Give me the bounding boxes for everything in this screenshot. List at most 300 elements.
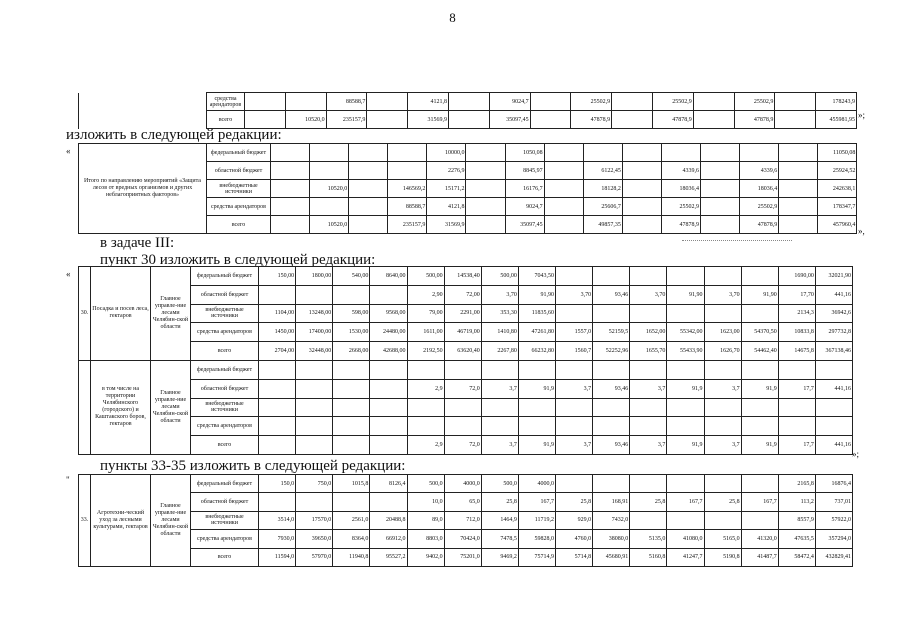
value-cell: 3,70 [556,285,593,304]
value-cell [466,144,505,162]
table-protection-total [78,143,857,234]
value-cell [259,398,296,417]
funding-source-cell: внебюджетные источники [191,304,259,323]
value-cell [333,493,370,511]
value-cell: 31569,9 [408,111,449,129]
value-cell: 8364,0 [333,530,370,548]
value-cell: 2668,00 [333,342,370,361]
value-cell: 88588,7 [388,198,427,216]
value-cell: 91,9 [518,379,555,398]
value-cell: 89,0 [407,511,444,529]
value-cell [544,198,583,216]
value-cell: 1015,8 [333,475,370,493]
value-cell: 47261,80 [518,323,555,342]
value-cell: 167,7 [667,493,704,511]
value-cell: 17,70 [778,285,815,304]
value-cell [704,360,741,379]
value-cell: 47635,5 [778,530,815,548]
value-cell: 10520,0 [310,180,349,198]
value-cell [466,216,505,234]
value-cell [667,398,704,417]
value-cell: 36942,6 [815,304,852,323]
value-cell: 712,0 [444,511,481,529]
executor-cell: Главное управле-ние лесами Челябин-ской области [151,267,191,361]
funding-source-cell: внебюджетные источники [207,180,271,198]
funding-source-cell: федеральный бюджет [191,360,259,379]
value-cell [271,180,310,198]
value-cell: 66912,0 [370,530,407,548]
item-number [79,360,91,454]
opening-quote-3: " [66,475,70,485]
value-cell [296,360,333,379]
value-cell: 167,7 [741,493,778,511]
value-cell [741,417,778,436]
value-cell: 70424,0 [444,530,481,548]
value-cell: 58472,4 [778,548,815,566]
value-cell: 5165,0 [704,530,741,548]
value-cell: 7432,0 [593,511,630,529]
value-cell: 4339,6 [740,162,779,180]
value-cell [544,162,583,180]
value-cell [815,417,852,436]
value-cell [370,360,407,379]
value-cell: 2,9 [407,436,444,455]
funding-source-cell: федеральный бюджет [191,475,259,493]
value-cell [593,304,630,323]
value-cell: 7930,0 [259,530,296,548]
value-cell: 35097,45 [505,216,544,234]
value-cell: 2,90 [407,285,444,304]
heading-item-30: пункт 30 изложить в следующей редакции: [100,252,376,268]
value-cell: 4760,0 [556,530,593,548]
value-cell [778,360,815,379]
value-cell [367,93,408,111]
value-cell: 20488,8 [370,511,407,529]
value-cell: 4339,6 [661,162,700,180]
value-cell: 10833,8 [778,323,815,342]
funding-source-cell: средства арендаторов [207,198,271,216]
value-cell: 2,9 [407,379,444,398]
value-cell [245,111,286,129]
value-cell: 1450,00 [259,323,296,342]
value-cell [775,93,816,111]
value-cell: 441,16 [815,436,852,455]
value-cell: 4000,0 [444,475,481,493]
value-cell: 3,7 [630,436,667,455]
value-cell [518,398,555,417]
funding-source-cell: внебюджетные источники [191,398,259,417]
table-row [79,360,853,379]
value-cell [704,475,741,493]
value-cell [407,360,444,379]
value-cell [622,198,661,216]
value-cell: 17400,00 [296,323,333,342]
value-cell: 1464,9 [481,511,518,529]
value-cell: 55342,00 [667,323,704,342]
funding-source-cell: областной бюджет [191,379,259,398]
value-cell [296,436,333,455]
value-cell [630,267,667,286]
value-cell [693,111,734,129]
value-cell: 49857,35 [583,216,622,234]
value-cell: 929,0 [556,511,593,529]
value-cell [593,398,630,417]
value-cell: 1623,00 [704,323,741,342]
value-cell [622,180,661,198]
funding-source-cell: областной бюджет [207,162,271,180]
value-cell: 88588,7 [326,93,367,111]
value-cell [583,144,622,162]
value-cell: 500,00 [407,267,444,286]
value-cell: 4121,8 [408,93,449,111]
value-cell [296,417,333,436]
value-cell [779,144,818,162]
value-cell: 6122,45 [583,162,622,180]
value-cell [593,475,630,493]
value-cell: 57922,0 [815,511,852,529]
value-cell [544,180,583,198]
value-cell: 41080,0 [667,530,704,548]
value-cell: 52252,96 [593,342,630,361]
value-cell: 25502,9 [661,198,700,216]
item-number: 33. [79,475,91,567]
value-cell: 235157,9 [388,216,427,234]
value-cell: 3,7 [481,379,518,398]
funding-source-cell: средства арендаторов [207,93,245,111]
value-cell: 46719,00 [444,323,481,342]
value-cell [667,417,704,436]
value-cell: 14538,40 [444,267,481,286]
value-cell: 3514,0 [259,511,296,529]
value-cell: 737,01 [815,493,852,511]
value-cell: 16176,7 [505,180,544,198]
value-cell: 5135,0 [630,530,667,548]
value-cell: 42688,00 [370,342,407,361]
value-cell [310,198,349,216]
value-cell [444,417,481,436]
value-cell: 93,46 [593,436,630,455]
value-cell [544,144,583,162]
value-cell: 150,0 [259,475,296,493]
value-cell: 25,8 [556,493,593,511]
value-cell [481,398,518,417]
value-cell: 47878,9 [661,216,700,234]
value-cell: 598,00 [333,304,370,323]
value-cell [556,398,593,417]
value-cell: 91,9 [741,379,778,398]
value-cell: 17570,0 [296,511,333,529]
funding-source-cell: всего [191,436,259,455]
value-cell [701,180,740,198]
value-cell [333,379,370,398]
value-cell [259,436,296,455]
table-row [79,323,853,342]
value-cell: 4121,8 [427,198,466,216]
value-cell [779,216,818,234]
value-cell [622,162,661,180]
value-cell: 17,7 [778,379,815,398]
value-cell [704,267,741,286]
value-cell: 1410,80 [481,323,518,342]
funding-source-cell: всего [207,111,245,129]
value-cell: 10520,0 [310,216,349,234]
value-cell [630,417,667,436]
value-cell: 2134,3 [778,304,815,323]
table-row [79,511,853,529]
value-cell: 7043,50 [518,267,555,286]
value-cell [704,417,741,436]
value-cell: 18128,2 [583,180,622,198]
value-cell [259,417,296,436]
value-cell [667,304,704,323]
value-cell: 59828,0 [518,530,555,548]
value-cell: 35097,45 [489,111,530,129]
value-cell: 47878,9 [652,111,693,129]
value-cell: 47878,9 [740,216,779,234]
value-cell [815,360,852,379]
value-cell: 1690,00 [778,267,815,286]
value-cell: 235157,9 [326,111,367,129]
value-cell: 457960,4 [818,216,857,234]
value-cell: 500,0 [481,475,518,493]
value-cell: 1655,70 [630,342,667,361]
table-row [79,436,853,455]
value-cell: 38080,0 [593,530,630,548]
funding-source-cell: федеральный бюджет [191,267,259,286]
value-cell [285,93,326,111]
value-cell: 8126,4 [370,475,407,493]
value-cell [407,417,444,436]
value-cell [593,417,630,436]
funding-source-cell: областной бюджет [191,493,259,511]
activity-description: Посадка и посев леса, гектаров [91,267,151,361]
value-cell: 41320,0 [741,530,778,548]
value-cell: 41247,7 [667,548,704,566]
activity-description: Агротехни-ческий уход за лесными культурами, гектаров [91,475,151,567]
value-cell: 91,90 [518,285,555,304]
value-cell [333,285,370,304]
value-cell [349,180,388,198]
value-cell [388,144,427,162]
value-cell [349,216,388,234]
value-cell: 72,0 [444,436,481,455]
value-cell [333,360,370,379]
value-cell [310,144,349,162]
value-cell: 24480,00 [370,323,407,342]
value-cell [448,111,489,129]
value-cell: 32021,90 [815,267,852,286]
value-cell: 25502,9 [652,93,693,111]
value-cell: 367138,46 [815,342,852,361]
value-cell [741,398,778,417]
value-cell [530,111,571,129]
value-cell [349,144,388,162]
value-cell: 1611,00 [407,323,444,342]
value-cell: 11719,2 [518,511,555,529]
value-cell [259,493,296,511]
value-cell [448,93,489,111]
value-cell [333,398,370,417]
value-cell [444,398,481,417]
value-cell [778,417,815,436]
value-cell: 54462,40 [741,342,778,361]
value-cell: 3,7 [556,436,593,455]
value-cell [271,162,310,180]
value-cell: 3,7 [704,379,741,398]
value-cell: 5160,8 [630,548,667,566]
table-item-33 [78,474,853,567]
value-cell [333,436,370,455]
value-cell [296,379,333,398]
value-cell [466,180,505,198]
closing-quote-2: »; [852,449,860,459]
value-cell [693,93,734,111]
value-cell [466,162,505,180]
value-cell: 500,0 [407,475,444,493]
value-cell: 45680,91 [593,548,630,566]
value-cell [667,475,704,493]
value-cell: 11940,8 [333,548,370,566]
value-cell: 3,7 [704,436,741,455]
value-cell: 25502,9 [571,93,612,111]
value-cell: 3,70 [704,285,741,304]
value-cell: 79,00 [407,304,444,323]
value-cell [740,144,779,162]
value-cell: 15171,2 [427,180,466,198]
value-cell: 168,91 [593,493,630,511]
description-cell [79,93,207,111]
table-fragment-top [78,92,857,129]
value-cell: 540,00 [333,267,370,286]
table-row [79,530,853,548]
value-cell [296,285,333,304]
value-cell: 32448,00 [296,342,333,361]
value-cell: 2704,00 [259,342,296,361]
item-number: 30. [79,267,91,361]
value-cell [370,398,407,417]
value-cell [370,493,407,511]
value-cell: 1557,0 [556,323,593,342]
value-cell: 1800,00 [296,267,333,286]
funding-source-cell: средства арендаторов [191,530,259,548]
value-cell [630,475,667,493]
value-cell [259,360,296,379]
value-cell: 178347,7 [818,198,857,216]
value-cell: 25924,52 [818,162,857,180]
value-cell [518,360,555,379]
value-cell: 9024,7 [489,93,530,111]
funding-source-cell: федеральный бюджет [207,144,271,162]
value-cell: 10,0 [407,493,444,511]
funding-source-cell: областной бюджет [191,285,259,304]
value-cell [815,398,852,417]
closing-quote-1: », [858,226,865,236]
direction-total-label: Итого по направлению мероприятий «Защита лесов от вредных организмов и других неблагоприятных факторов» [79,144,207,234]
table-item-30 [78,266,853,455]
value-cell [741,267,778,286]
value-cell: 91,9 [667,436,704,455]
value-cell: 167,7 [518,493,555,511]
value-cell [630,360,667,379]
value-cell: 2192,50 [407,342,444,361]
value-cell: 8803,0 [407,530,444,548]
value-cell: 2165,8 [778,475,815,493]
value-cell [622,216,661,234]
executor-cell: Главное управле-ние лесами Челябин-ской области [151,360,191,454]
value-cell: 75714,9 [518,548,555,566]
value-cell: 18036,4 [740,180,779,198]
value-cell [349,198,388,216]
value-cell: 52159,5 [593,323,630,342]
value-cell: 750,0 [296,475,333,493]
value-cell [333,417,370,436]
value-cell: 18036,4 [661,180,700,198]
table-row [79,342,853,361]
value-cell: 25606,7 [583,198,622,216]
value-cell: 9402,0 [407,548,444,566]
value-cell: 9568,00 [370,304,407,323]
table-row [79,417,853,436]
value-cell: 1652,00 [630,323,667,342]
value-cell [518,417,555,436]
heading-items-33-35: пункты 33-35 изложить в следующей редакции: [100,458,406,474]
funding-source-cell: средства арендаторов [191,323,259,342]
value-cell: 1560,7 [556,342,593,361]
opening-quote-1: « [66,146,71,156]
value-cell: 95527,2 [370,548,407,566]
value-cell: 57970,0 [296,548,333,566]
value-cell: 8557,9 [778,511,815,529]
funding-source-cell: всего [191,342,259,361]
value-cell: 357294,0 [815,530,852,548]
value-cell [259,285,296,304]
value-cell: 72,00 [444,285,481,304]
value-cell [296,493,333,511]
table-row [79,267,853,286]
table-row [79,93,857,111]
value-cell: 1050,08 [505,144,544,162]
value-cell [296,398,333,417]
value-cell: 8845,97 [505,162,544,180]
value-cell: 432829,41 [815,548,852,566]
value-cell: 63620,40 [444,342,481,361]
value-cell: 66232,80 [518,342,555,361]
value-cell [701,198,740,216]
funding-source-cell: всего [207,216,271,234]
value-cell [481,417,518,436]
value-cell: 25502,9 [740,198,779,216]
value-cell: 3,7 [630,379,667,398]
value-cell [779,180,818,198]
value-cell: 93,46 [593,285,630,304]
divider-line [682,240,792,241]
value-cell [704,304,741,323]
value-cell [612,111,653,129]
value-cell [667,267,704,286]
value-cell: 5190,8 [704,548,741,566]
table-row [79,144,857,162]
value-cell [667,511,704,529]
executor-cell: Главное управле-ние лесами Челябин-ской области [151,475,191,567]
funding-source-cell: всего [191,548,259,566]
value-cell: 41487,7 [741,548,778,566]
value-cell: 5714,8 [556,548,593,566]
value-cell [612,93,653,111]
value-cell [741,475,778,493]
value-cell: 9469,2 [481,548,518,566]
value-cell [444,360,481,379]
value-cell: 113,2 [778,493,815,511]
